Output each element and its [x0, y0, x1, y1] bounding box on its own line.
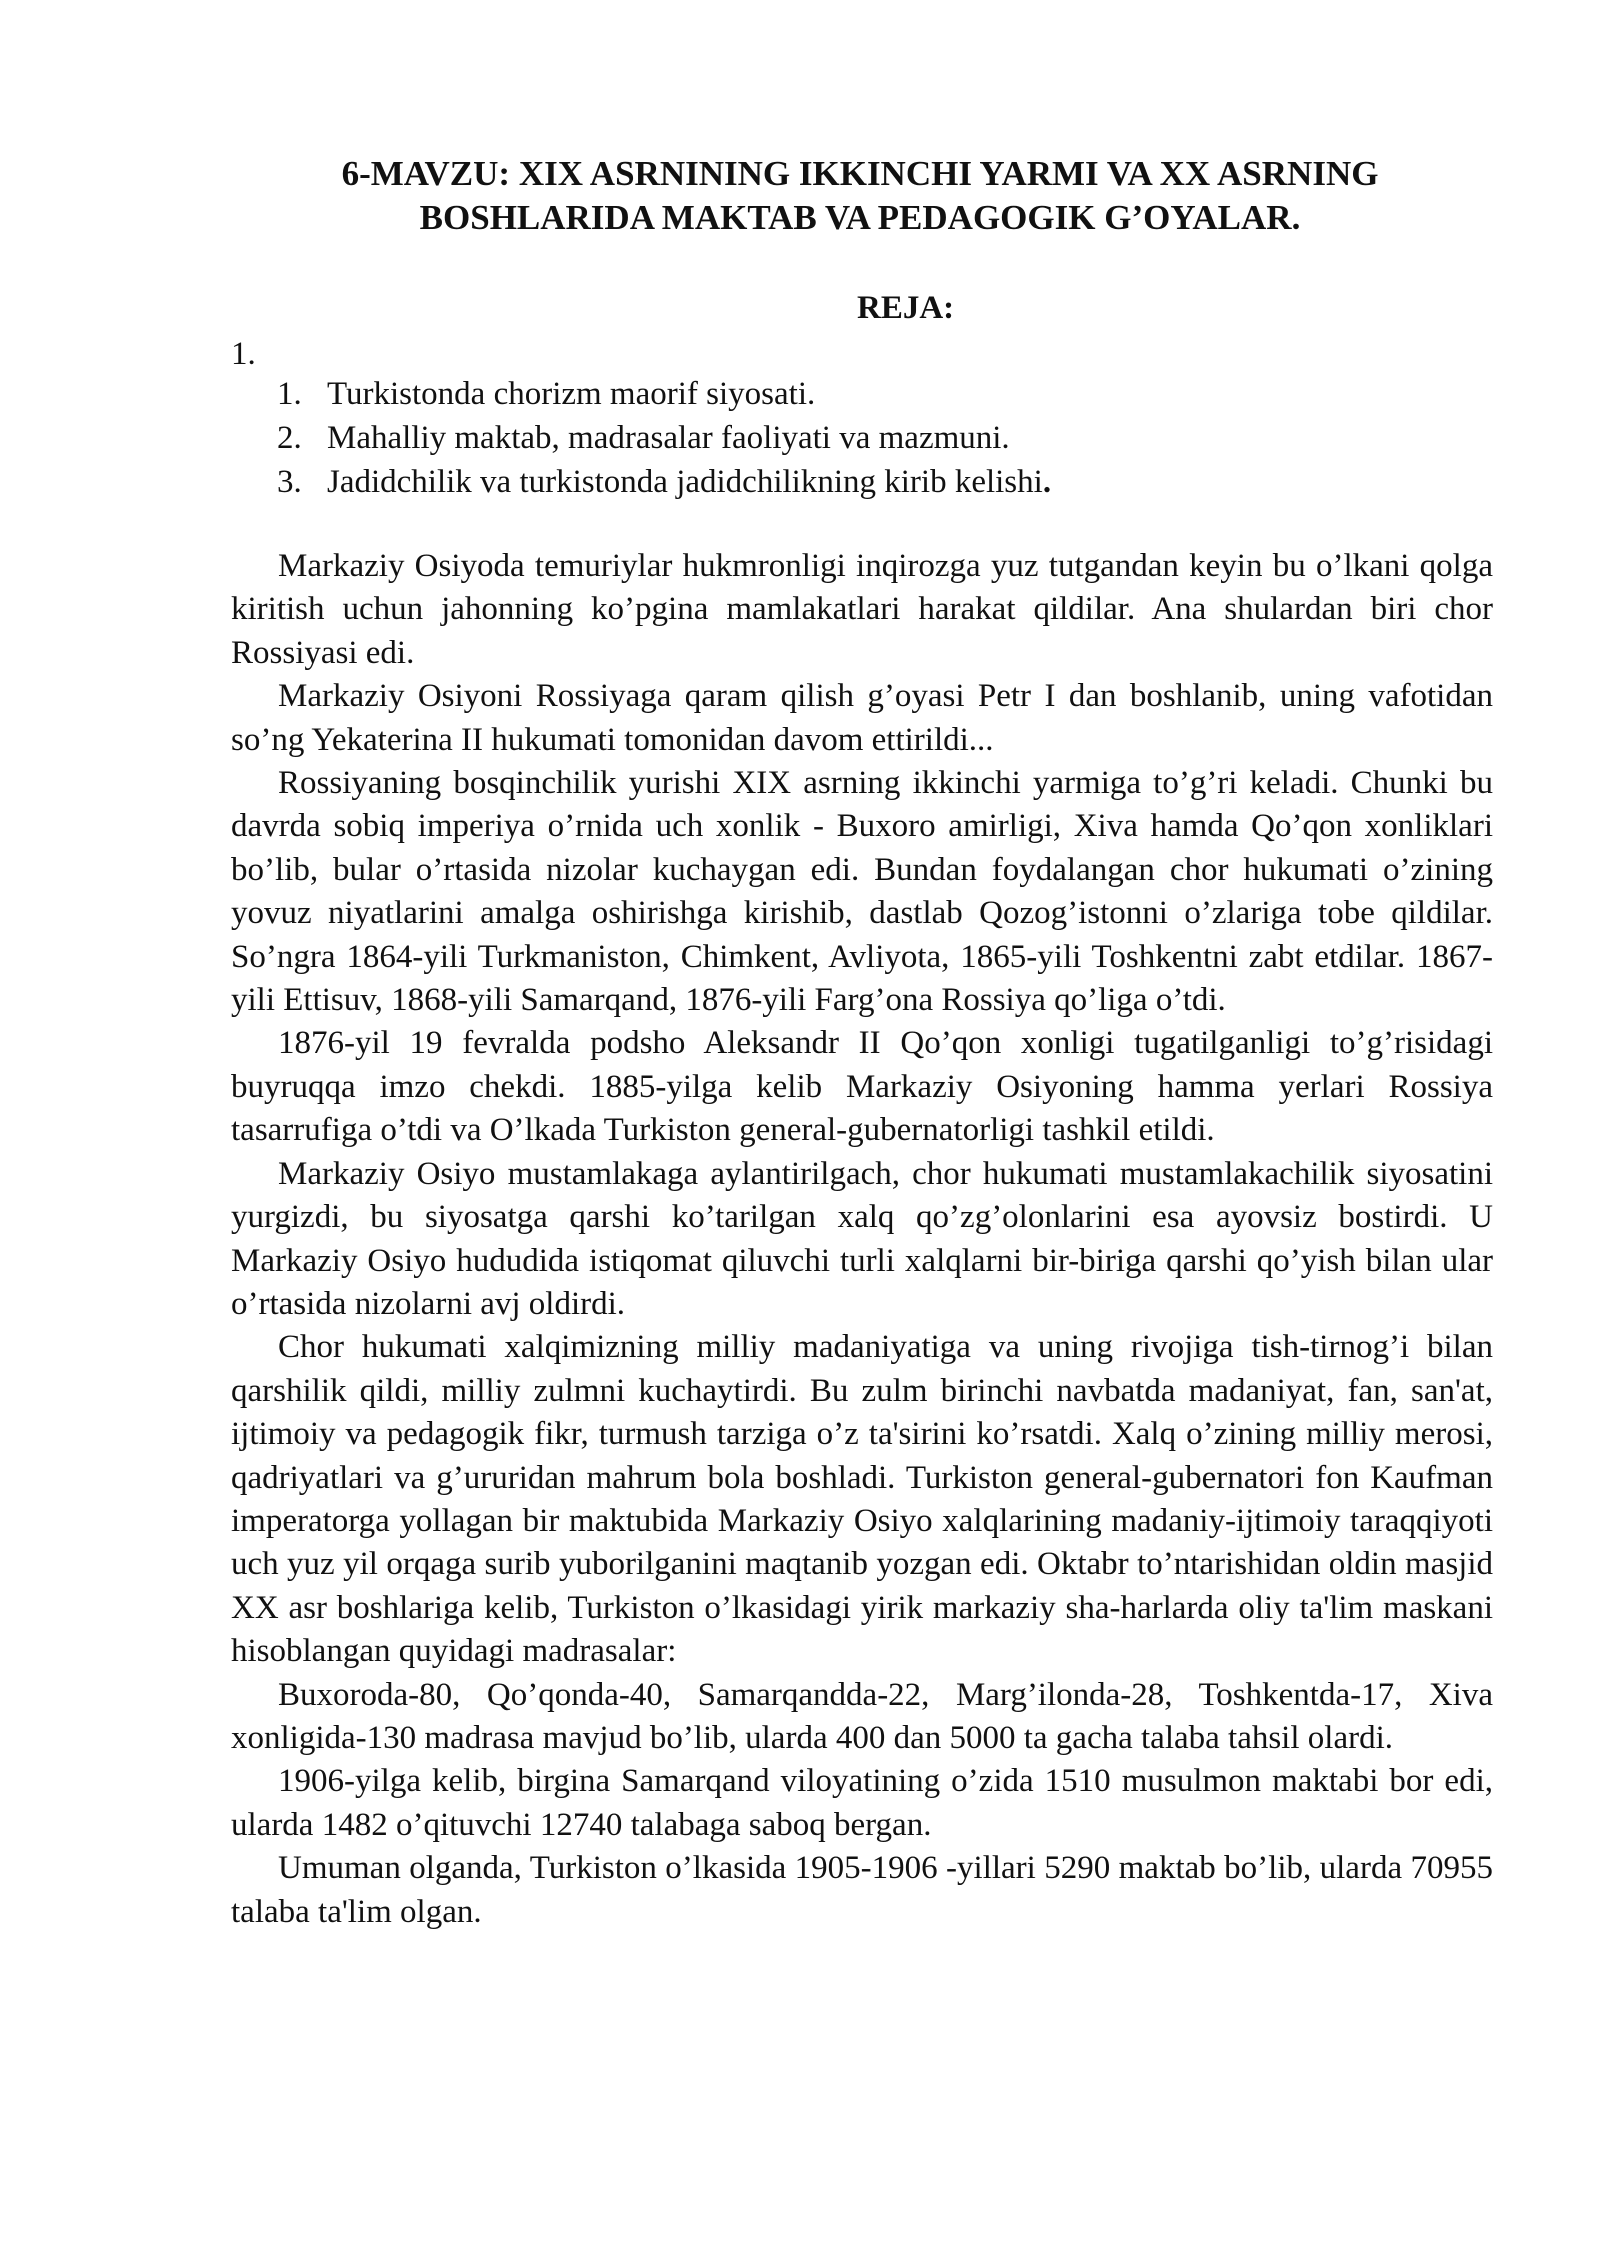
- paragraph: Markaziy Osiyoda temuriylar hukmronligi inqirozga yuz tutgandan keyin bu o’lkani qolga kiritish uchun jahonning ko’pgina mamlakatlari harakat qildilar. Ana shulardan biri chor Rossiyasi edi.: [231, 548, 1493, 671]
- plan-item-text: Jadidchilik va turkistonda jadidchilikning kirib kelishi: [327, 464, 1043, 500]
- stray-list-number: 1.: [231, 336, 256, 372]
- plan-item: [277, 460, 1051, 504]
- plan-item-number: 1.: [277, 376, 302, 412]
- title-line-1: 6-MAVZU: XIX ASRNINING IKKINCHI YARMI VA XX ASRNING: [341, 154, 1379, 193]
- paragraph: Markaziy Osiyoni Rossiyaga qaram qilish g’oyasi Petr I dan boshlanib, uning vafotidan so’ng Yekaterina II hukumati tomonidan davom ettirildi...: [231, 678, 1493, 758]
- plan-item-number: 2.: [277, 420, 302, 456]
- paragraph: Markaziy Osiyo mustamlakaga aylantirilgach, chor hukumati mustamlakachilik siyosatini yurgizdi, bu siyosatga qarshi ko’tarilgan xalq qo’zg’olonlarini esa ayovsiz bostirdi. U Markaziy Osiyo hududida istiqomat qiluvchi turli xalqlarni bir-biriga qarshi qo’yish bilan ular o’rtasida nizolarni avj oldirdi.: [231, 1155, 1493, 1322]
- plan-item-number: 3.: [277, 464, 302, 500]
- paragraph: Buxoroda-80, Qo’qonda-40, Samarqandda-22, Marg’ilonda-28, Toshkentda-17, Xiva xonligida-130 madrasa mavjud bo’lib, ularda 400 dan 5000 ta gacha talaba tahsil olardi.: [231, 1676, 1493, 1756]
- plan-item-text: Mahalliy maktab, madrasalar faoliyati va mazmuni.: [327, 420, 1010, 456]
- title-line-2: BOSHLARIDA MAKTAB VA PEDAGOGIK G’OYALAR.: [419, 198, 1301, 237]
- plan-item: [277, 416, 1051, 460]
- paragraph: Chor hukumati xalqimizning milliy madaniyatiga va uning rivojiga tish-tirnog’i bilan qarshilik qildi, milliy zulmni kuchaytirdi. Bu zulm birinchi navbatda madaniyat, fan, san'at, ijtimoiy va pedagogik fikr, turmush tarziga o’z ta'sirini ko’rsatdi. Xalq o’zining milliy merosi, qadriyatlari va g’ururidan mahrum bola boshladi. Turkiston general-gubernatori fon Kaufman imperatorga yollagan bir maktubida Markaziy Osiyo xalqlarining madaniy-ijtimoiy taraqqiyoti uch yuz yil orqaga surib yuborilganini maqtanib yozgan edi. Oktabr to’ntarishidan oldin masjid XX asr boshlariga kelib, Turkiston o’lkasidagi yirik markaziy sha-harlarda oliy ta'lim maskani hisoblangan quyidagi madrasalar:: [231, 1329, 1493, 1670]
- plan-list: [277, 372, 1051, 504]
- plan-heading: REJA:: [857, 290, 955, 326]
- plan-item-text: Turkistonda chorizm maorif siyosati.: [327, 376, 816, 412]
- plan-item-bold-period: .: [1042, 464, 1052, 500]
- paragraph: Rossiyaning bosqinchilik yurishi XIX asrning ikkinchi yarmiga to’g’ri keladi. Chunki bu davrda sobiq imperiya o’rnida uch xonlik - Buxoro amirligi, Xiva hamda Qo’qon xonliklari bo’lib, bular o’rtasida nizolar kuchaygan edi. Bundan foydalangan chor hukumati o’zining yovuz niyatlarini amalga oshirishga kirishib, dastlab Qozog’istonni o’zlariga tobe qildilar. So’ngra 1864-yili Turkmaniston, Chimkent, Avliyota, 1865-yili Toshkentni zabt etdilar. 1867-yili Ettisuv, 1868-yili Samarqand, 1876-yili Farg’ona Rossiya qo’liga o’tdi.: [231, 765, 1493, 1019]
- document-title: [230, 152, 1490, 240]
- plan-item: [277, 372, 1051, 416]
- paragraph: Umuman olganda, Turkiston o’lkasida 1905-1906 -yillari 5290 maktab bo’lib, ularda 70955 talaba ta'lim olgan.: [231, 1850, 1493, 1930]
- paragraph: 1876-yil 19 fevralda podsho Aleksandr II Qo’qon xonligi tugatilganligi to’g’risidagi buyruqqa imzo chekdi. 1885-yilga kelib Markaziy Osiyoning hamma yerlari Rossiya tasarrufiga o’tdi va O’lkada Turkiston general-gubernatorligi tashkil etildi.: [231, 1025, 1493, 1149]
- paragraph: 1906-yilga kelib, birgina Samarqand viloyatining o’zida 1510 musulmon maktabi bor edi, ularda 1482 o’qituvchi 12740 talabaga saboq bergan.: [231, 1763, 1493, 1843]
- body-text: [231, 545, 1493, 1934]
